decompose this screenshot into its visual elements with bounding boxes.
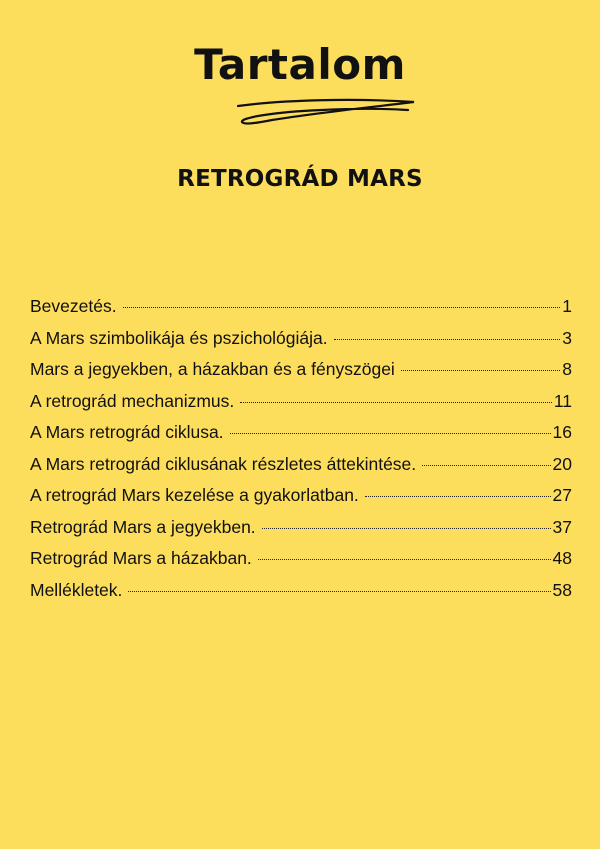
toc-entry-page: 58 xyxy=(552,579,572,600)
dot-leader xyxy=(334,339,561,340)
toc-entry-page: 37 xyxy=(552,516,572,537)
page-title: Tartalom xyxy=(194,40,406,89)
dot-leader xyxy=(422,465,550,466)
dot-leader xyxy=(230,433,551,434)
toc-entry-page: 20 xyxy=(552,453,572,474)
toc-entry-page: 48 xyxy=(552,548,572,568)
toc-entry[interactable] xyxy=(30,391,572,423)
toc-entry-page: 27 xyxy=(552,485,572,505)
toc-entry[interactable] xyxy=(30,548,572,580)
toc-entry-label: Mars a jegyekben, a házakban és a fényszögei xyxy=(30,359,395,379)
toc-entry-page: 3 xyxy=(562,327,572,348)
toc-entry-label: A Mars retrográd ciklusa. xyxy=(30,422,224,442)
toc-entry-label: A retrográd mechanizmus. xyxy=(30,390,235,411)
toc-entry-label: Mellékletek. xyxy=(30,579,123,600)
toc-entry-page: 8 xyxy=(562,359,572,379)
dot-leader xyxy=(258,559,551,560)
table-of-contents xyxy=(30,296,572,611)
toc-entry-label: Retrográd Mars a házakban. xyxy=(30,548,252,568)
toc-entry-page: 11 xyxy=(553,390,572,411)
book-subtitle: RETROGRÁD MARS xyxy=(177,166,423,192)
toc-entry[interactable] xyxy=(30,580,572,612)
toc-entry[interactable] xyxy=(30,454,572,486)
underline-swoosh-decoration xyxy=(232,92,418,130)
toc-entry-label: A Mars szimbolikája és pszichológiája. xyxy=(30,327,328,348)
dot-leader xyxy=(365,496,551,497)
dot-leader xyxy=(128,591,550,592)
dot-leader xyxy=(123,307,561,308)
toc-entry[interactable] xyxy=(30,422,572,454)
toc-entry-label: Bevezetés. xyxy=(30,296,117,316)
toc-entry-label: Retrográd Mars a jegyekben. xyxy=(30,516,256,537)
title-block xyxy=(0,40,600,90)
toc-entry[interactable] xyxy=(30,485,572,517)
toc-entry[interactable] xyxy=(30,296,572,328)
toc-entry[interactable] xyxy=(30,359,572,391)
dot-leader xyxy=(240,402,552,403)
dot-leader xyxy=(401,370,560,371)
toc-entry-page: 1 xyxy=(562,296,572,316)
toc-entry-label: A retrográd Mars kezelése a gyakorlatban. xyxy=(30,485,359,505)
toc-entry-page: 16 xyxy=(552,422,572,442)
dot-leader xyxy=(262,528,551,529)
toc-entry[interactable] xyxy=(30,328,572,360)
toc-entry[interactable] xyxy=(30,517,572,549)
toc-entry-label: A Mars retrográd ciklusának részletes áttekintése. xyxy=(30,453,417,474)
